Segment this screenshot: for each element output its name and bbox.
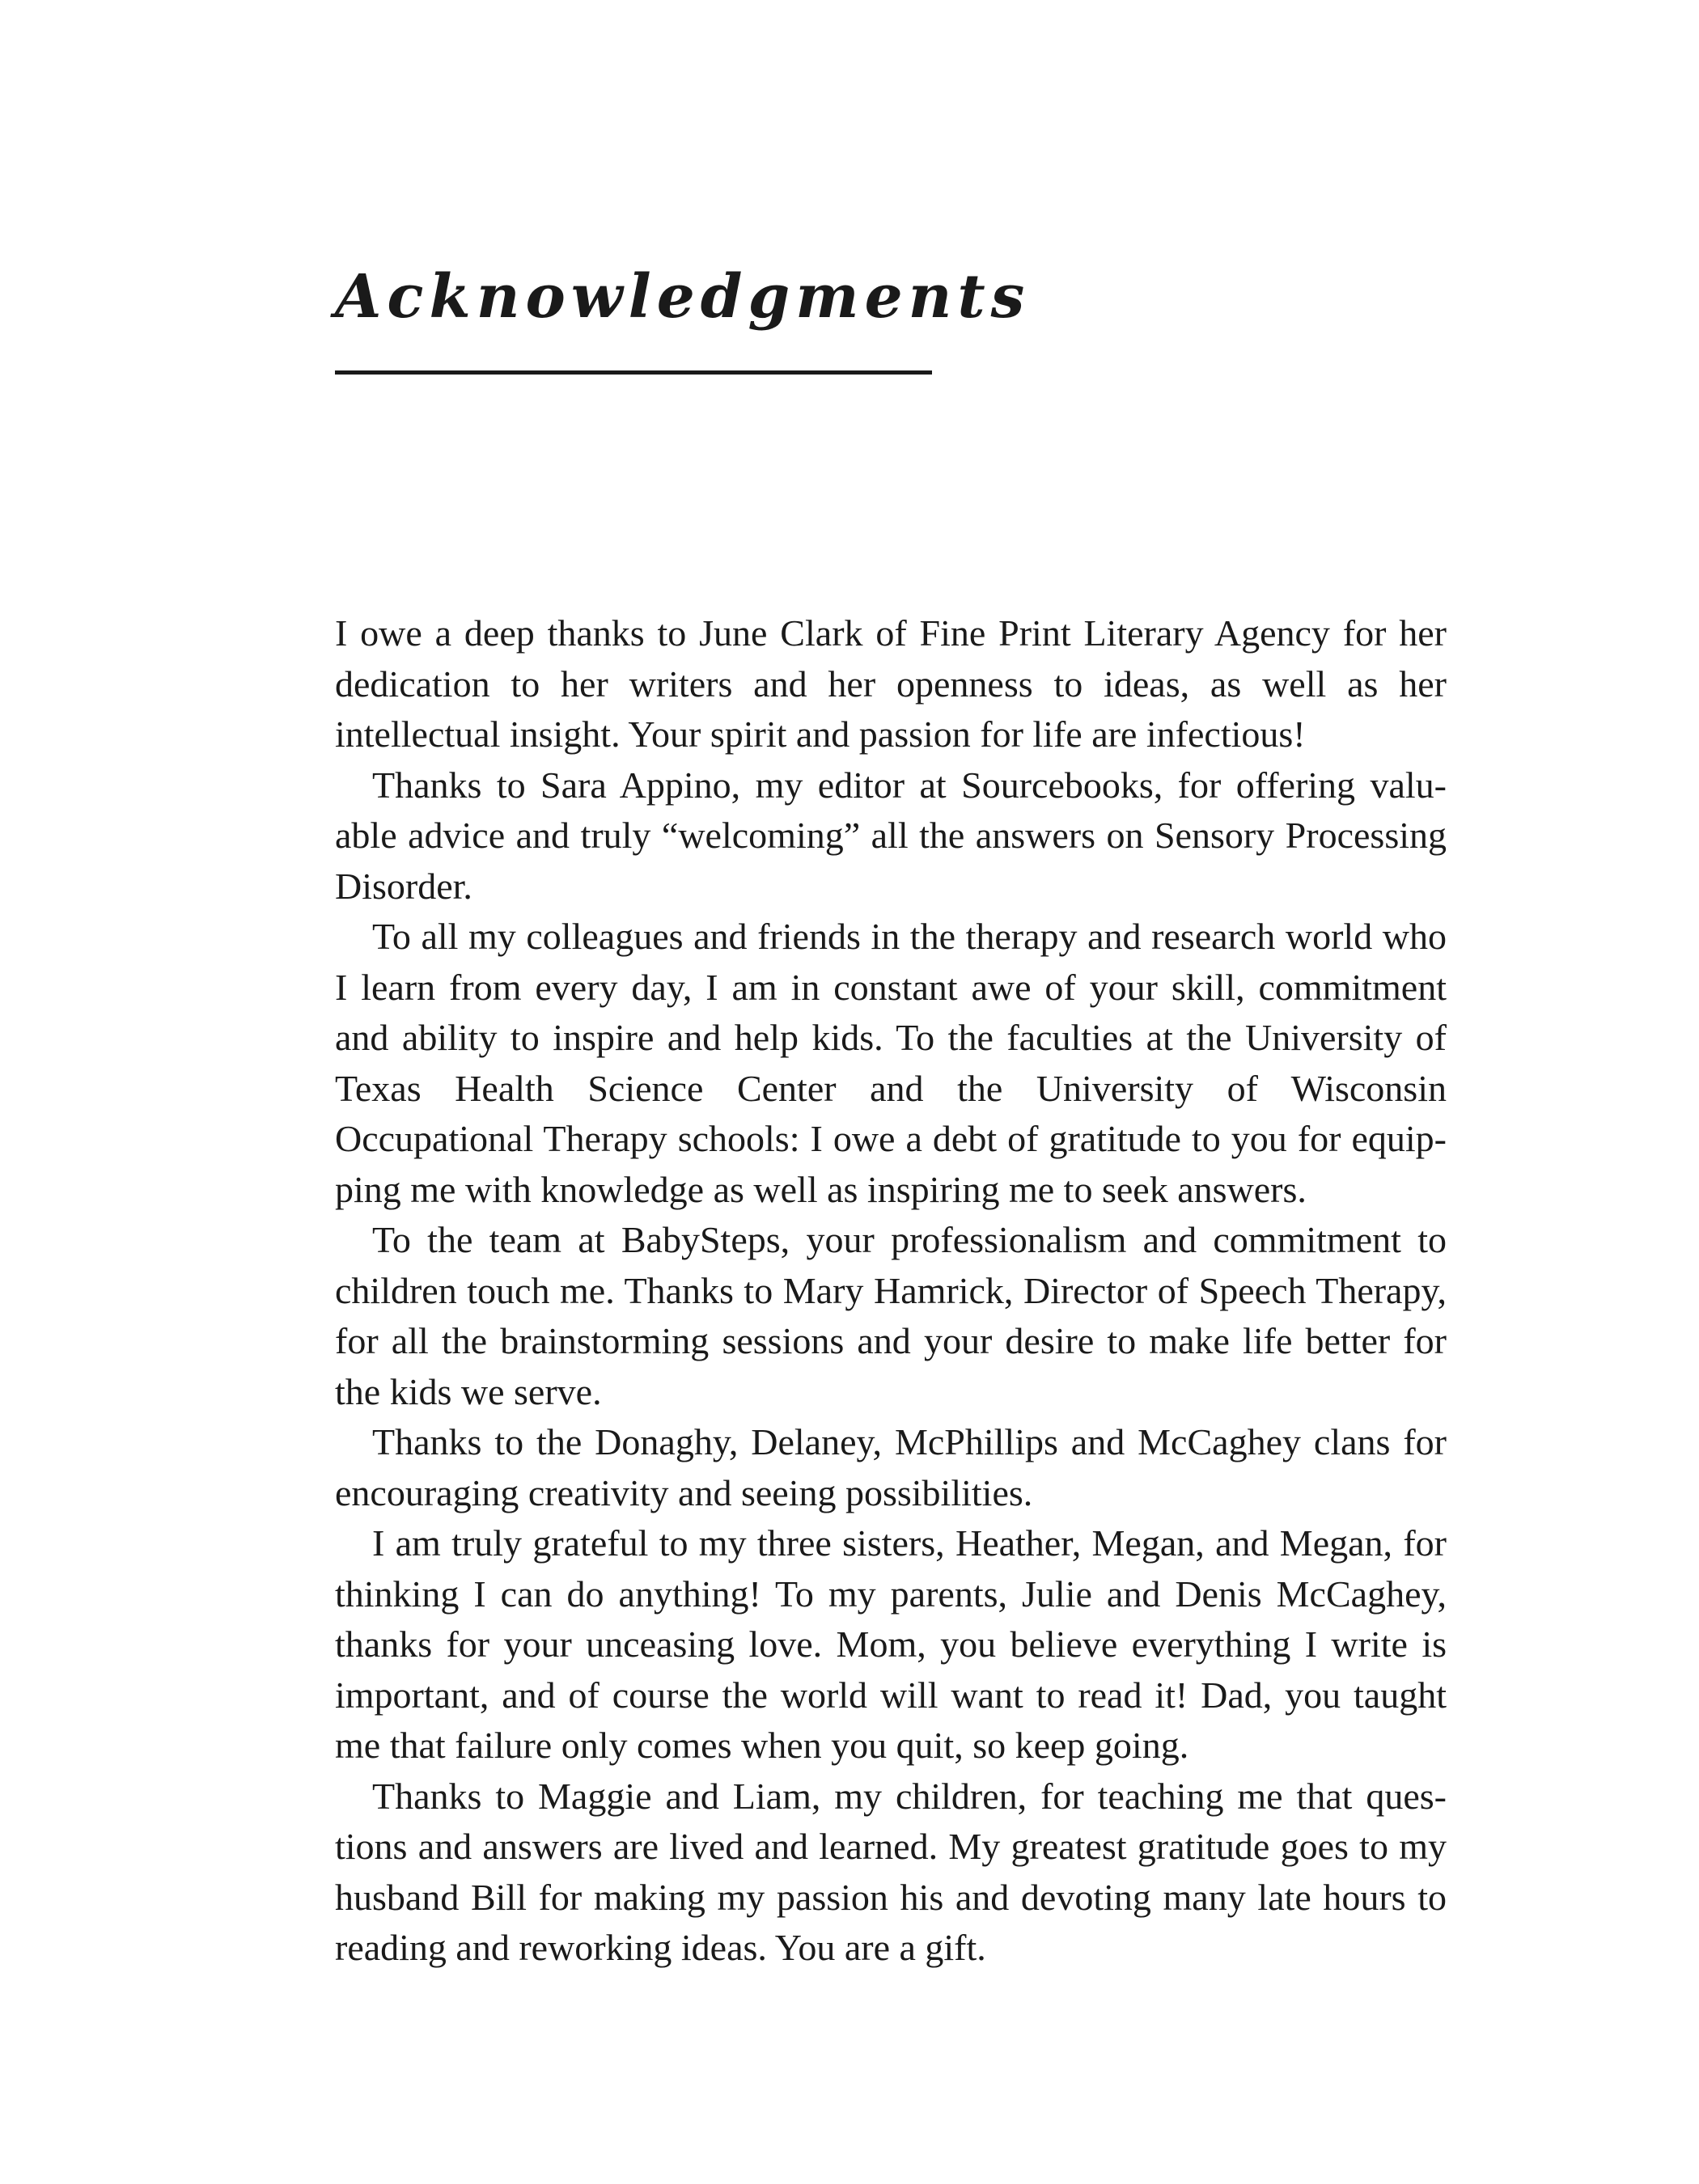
paragraph-family: I am truly grateful to my three sisters, Heather, Megan, and Megan, for thinking I can do anything! To my parents, Julie and Denis McCaghey, thanks for your unceasing love. Mom, you believe everything I write is important, and of course the world will want to read it! Dad, you taught me that failure only comes when you quit, so keep going. bbox=[335, 1522, 1447, 1766]
title-underline-rule bbox=[335, 370, 932, 375]
chapter-title: Acknowledgments bbox=[335, 262, 1031, 332]
paragraph-colleagues: To all my colleagues and friends in the therapy and research world who I learn from every day, I am in constant awe of your skill, commitment and ability to inspire and help kids. To the faculties at the University of Texas Health Science Center and the University of Wisconsin Occupational Therapy schools: I owe a debt of gratitude to you for equip-ping me with knowledge as well as inspiring me to seek answers. bbox=[335, 916, 1447, 1210]
acknowledgments-body bbox=[335, 608, 1447, 1974]
paragraph-babysteps: To the team at BabySteps, your professionalism and commitment to children touch me. Thanks to Mary Hamrick, Director of Speech Therapy, for all the brainstorming sessions and your desire to make life better for the kids we serve. bbox=[335, 1219, 1447, 1412]
paragraph-children-husband: Thanks to Maggie and Liam, my children, for teaching me that ques-tions and answers are lived and learned. My greatest gratitude goes to my husband Bill for making my passion his and devoting many late hours to reading and reworking ideas. You are a gift. bbox=[335, 1775, 1447, 1968]
paragraph-june-clark: I owe a deep thanks to June Clark of Fine Print Literary Agency for her dedication to her writers and her openness to ideas, as well as her intellectual insight. Your spirit and passion for life are infectious! bbox=[335, 612, 1447, 755]
paragraph-sara-appino: Thanks to Sara Appino, my editor at Sourcebooks, for offering valu-able advice and truly “welcoming” all the answers on Sensory Processing Disorder. bbox=[335, 764, 1447, 907]
paragraph-clans: Thanks to the Donaghy, Delaney, McPhillips and McCaghey clans for encouraging creativity and seeing possibilities. bbox=[335, 1421, 1447, 1513]
